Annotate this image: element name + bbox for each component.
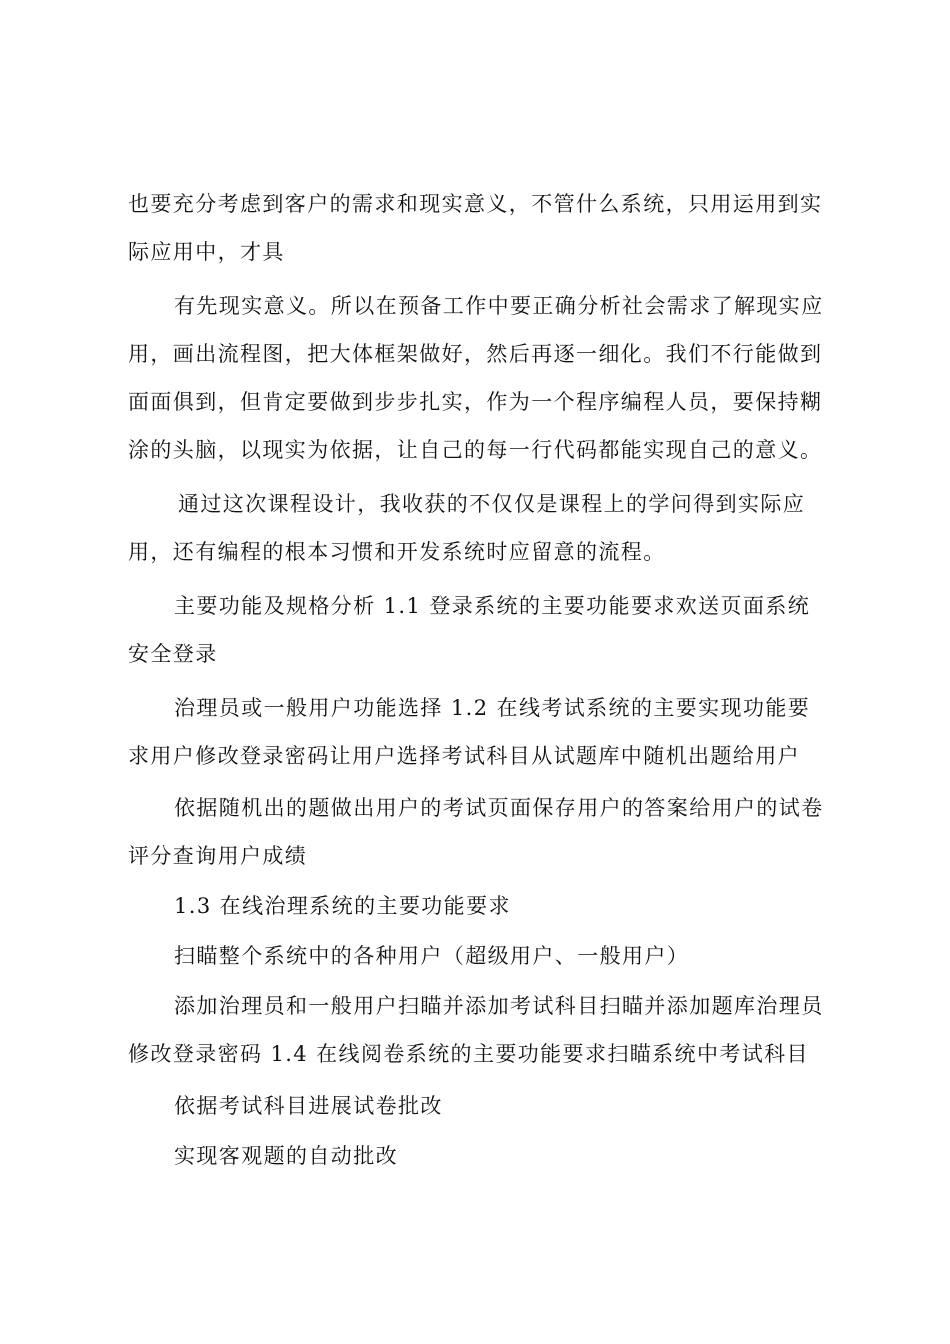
paragraph-7: 1.3 在线治理系统的主要功能要求: [174, 894, 511, 918]
paragraph-11: 实现客观题的自动批改: [174, 1144, 398, 1168]
paragraph-5: 治理员或一般用户功能选择 1.2 在线考试系统的主要实现功能要求用户修改登录密码让用户选择考试科目从试题库中随机出题给用户: [128, 696, 811, 768]
paragraph-4: 主要功能及规格分析 1.1 登录系统的主要功能要求欢送页面系统安全登录: [128, 594, 811, 666]
paragraph-10: 依据考试科目进展试卷批改: [174, 1094, 443, 1118]
paragraph-6: 依据随机出的题做出用户的考试页面保存用户的答案给用户的试卷评分查询用户成绩: [128, 796, 824, 868]
paragraph-8: 扫瞄整个系统中的各种用户（超级用户、一般用户）: [174, 944, 690, 968]
paragraph-1: 也要充分考虑到客户的需求和现实意义，不管什么系统，只用运用到实际应用中，才具: [128, 192, 823, 264]
paragraph-3: 通过这次课程设计，我收获的不仅仅是课程上的学问得到实际应用，还有编程的根本习惯和开发系统时应留意的流程。: [128, 492, 806, 564]
paragraph-2: 有先现实意义。所以在预备工作中要正确分析社会需求了解现实应用，画出流程图，把大体框架做好，然后再逐一细化。我们不行能做到面面俱到，但肯定要做到步步扎实，作为一个程序编程人员，要保持糊涂的头脑，以现实为依据，让自己的每一行代码都能实现自己的意义。: [128, 294, 824, 462]
paragraph-9: 添加治理员和一般用户扫瞄并添加考试科目扫瞄并添加题库治理员修改登录密码 1.4 在线阅卷系统的主要功能要求扫瞄系统中考试科目: [128, 994, 824, 1066]
